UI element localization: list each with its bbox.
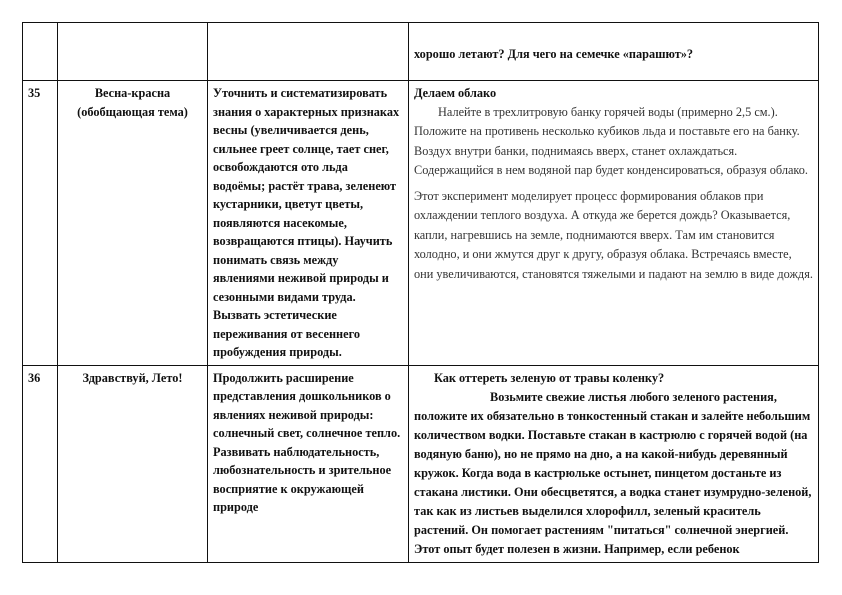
experiment-paragraph: Возьмите свежие листья любого зеленого растения, положите их обязательно в тонкостенный стакан и залейте небольшим количеством водки. Поставьте стакан в кастрюлю с горячей водой (на водяную баню), но не прямо на дно, а на какой-нибудь деревянный кружок. Когда вода в кастрюльке остынет, пинцетом достаньте из стакана листики. Они обесцветятся, а водка станет изумрудно-зеленой, так как из листьев выделился хлорофилл, зеленый краситель растений. Он помогает растениям "питаться" солнечной энергией. xyxy=(414,389,812,537)
topic-cell: Весна-красна (обобщающая тема) xyxy=(58,81,208,366)
goals-cell: Продолжить расширение представления дошкольников о явлениях неживой природы: солнечный свет, солнечное тепло. Развивать наблюдательность, любознательность и зрительное восприятие к окружающей природе xyxy=(208,365,409,562)
experiment-title: Как оттереть зеленую от травы коленку? xyxy=(434,370,665,385)
experiment-paragraph: Этот опыт будет полезен в жизни. Например, если ребенок xyxy=(414,541,740,556)
table-row xyxy=(23,23,819,81)
goals-cell: Уточнить и систематизировать знания о характерных признаках весны (увеличивается день, сильнее греет солнце, тает снег, освобождаются ото льда водоёмы; растёт трава, зеленеют кустарники, цветут цветы, появляются насекомые, возвращаются птицы). Научить понимать связь между явлениями неживой природы и сезонными видами труда. Вызвать эстетические переживания от весеннего пробуждения природы. xyxy=(208,81,409,366)
experiment-text: хорошо летают? Для чего на семечке «парашют»? xyxy=(414,46,694,61)
experiment-cell xyxy=(409,365,819,562)
table-row xyxy=(23,81,819,366)
experiment-paragraph: Налейте в трехлитровую банку горячей воды (примерно 2,5 см.). Положите на противень несколько кубиков льда и поставьте его на банку. Воздух внутри банки, поднимаясь вверх, станет охлаждаться. Содержащийся в нем водяной пар будет конденсироваться, образуя облако. xyxy=(414,104,808,177)
row-number xyxy=(23,23,58,81)
goals-cell xyxy=(208,23,409,81)
row-number: 36 xyxy=(23,365,58,562)
experiment-cell xyxy=(409,81,819,366)
experiment-cell xyxy=(409,23,819,81)
topic-cell: Здравствуй, Лето! xyxy=(58,365,208,562)
experiment-paragraph: Этот эксперимент моделирует процесс формирования облаков при охлаждении теплого воздуха. А откуда же берется дождь? Оказывается, капли, нагревшись на земле, поднимаются вверх. Там им становится холодно, и они жмутся друг к другу, образуя облака. Встречаясь вместе, они увеличиваются, становятся тяжелыми и падают на землю в виде дождя. xyxy=(414,188,813,281)
row-number: 35 xyxy=(23,81,58,366)
experiment-title: Делаем облако xyxy=(414,86,497,100)
topic-cell xyxy=(58,23,208,81)
table-row xyxy=(23,365,819,562)
lesson-plan-table xyxy=(22,22,819,563)
